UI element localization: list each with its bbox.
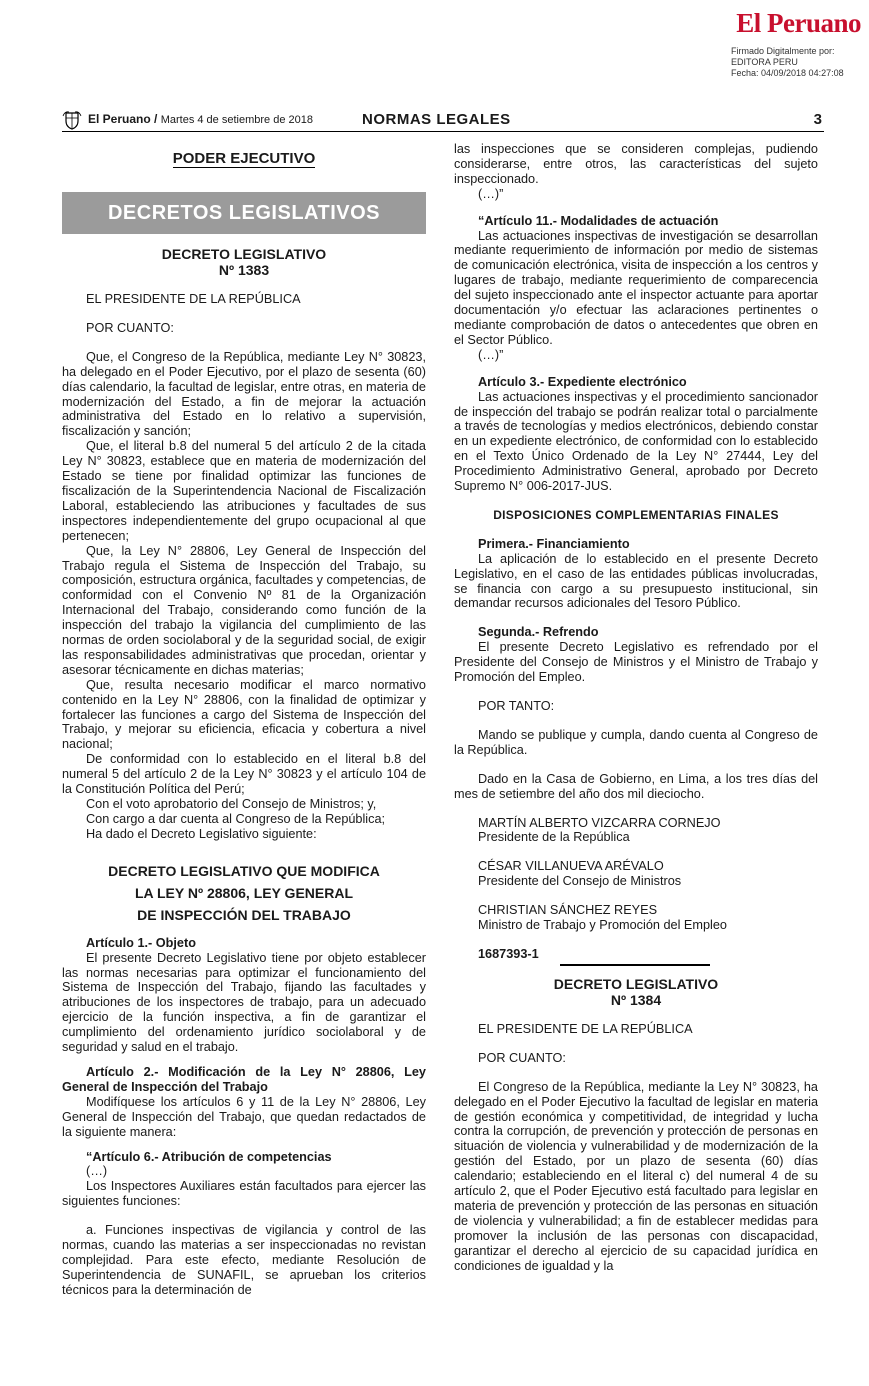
provisions-heading: DISPOSICIONES COMPLEMENTARIAS FINALES: [493, 507, 779, 522]
right-column: [454, 142, 818, 1273]
signatory-role: Presidente del Consejo de Ministros: [478, 874, 682, 889]
whereas-paragraph: Con el voto aprobatorio del Consejo de Ministros; y,: [86, 797, 377, 811]
provision-text: El presente Decreto Legislativo es refrendado por el Presidente del Consejo de Ministros y el Ministro de Trabajo y Promoción del Empleo.: [454, 640, 818, 685]
article-heading: “Artículo 11.- Modalidades de actuación: [478, 213, 719, 228]
digital-signature: [731, 46, 844, 79]
decree-number: Nº 1383: [218, 262, 270, 278]
por-cuanto: POR CUANTO:: [86, 320, 174, 335]
ellipsis: (…): [86, 1164, 108, 1179]
signature-line: EDITORA PERU: [731, 57, 798, 67]
mando-paragraph: Mando se publique y cumpla, dando cuenta al Congreso de la República.: [454, 727, 818, 757]
whereas-paragraph: Que, la Ley N° 28806, Ley General de Inspección del Trabajo regula el Sistema de Inspección del Trabajo, su composición, estructura orgánica, facultades y competencias, de conformidad con el Convenio Nº 81 de la Organización Internacional del Trabajo, considerando como función de la inspección del trabajo la vigilancia del cumplimiento de las normas de orden sociolaboral y de la seguridad social, de exigir las responsabilidades administrativas que procedan, orientar y asesorar técnicamente en dichas materias;: [62, 543, 426, 677]
whereas-paragraph: Que, el Congreso de la República, mediante Ley N° 30823, ha delegado en el Poder Ejecutivo, por el plazo de sesenta (60) días calendario, la facultad de legislar, entre otras, en materia de modernización del Estado, a fin de mejorar la actuación administrativa del Estado en lo relativo a supervisión, fiscalización y sanción;: [62, 349, 426, 439]
article-text: El presente Decreto Legislativo tiene por objeto establecer las normas necesarias para optimizar el funcionamiento del Sistema de Inspección del Trabajo, fijando las facultades y atribuciones de los inspectores de trabajo, para un adecuado ejercicio de la función inspectiva, a fin de garantizar el cumplimiento del ordenamiento jurídico sociolaboral y de seguridad y salud en el trabajo.: [62, 950, 426, 1055]
signatory-name: CHRISTIAN SÁNCHEZ REYES: [478, 903, 658, 918]
modification-title-line: LA LEY Nº 28806, LEY GENERAL: [134, 884, 354, 901]
signatory-role: Presidente de la República: [478, 830, 630, 845]
article-heading: “Artículo 6.- Atribución de competencias: [86, 1149, 332, 1164]
modification-title-line: DECRETO LEGISLATIVO QUE MODIFICA: [108, 862, 380, 879]
ellipsis: (…)”: [478, 186, 504, 201]
signatory-name: MARTÍN ALBERTO VIZCARRA CORNEJO: [478, 815, 721, 830]
separator-rule: [560, 964, 710, 966]
decree-number: Nº 1384: [610, 991, 662, 1008]
branch-heading-text: PODER EJECUTIVO: [172, 150, 316, 167]
provision-heading: Primera.- Financiamiento: [478, 536, 630, 551]
article-text: Las actuaciones inspectivas de investigación se desarrollan mediante requerimiento de información por medio de sistemas de comunicación electrónica, visita de inspección a los centros y lugares de trabajo, mediante requerimiento de comparecencia del sujeto inspeccionado ante el inspector actuante para aportar documentación y/o efectuar las aclaraciones pertinentes o mediante comprobación de datos o antecedentes que obren en el Sector Público.: [454, 228, 818, 347]
signatory-name: CÉSAR VILLANUEVA ARÉVALO: [478, 859, 664, 874]
el-peruano-logo: El Peruano: [736, 8, 861, 38]
article-heading: Artículo 1.- Objeto: [86, 935, 196, 950]
signatory-role: Ministro de Trabajo y Promoción del Empleo: [478, 918, 727, 933]
whereas-paragraph: Que, resulta necesario modificar el marco normativo contenido en la Ley N° 28806, con la finalidad de optimizar y fortalecer las funciones a cargo del Sistema de Inspección del Trabajo, y mejorar su eficiencia, eficacia y cobertura a nivel nacional;: [62, 677, 426, 752]
dado-paragraph: Dado en la Casa de Gobierno, en Lima, a los tres días del mes de setiembre del año dos mil dieciocho.: [454, 771, 818, 801]
article-text: Las actuaciones inspectivas y el procedimiento sancionador de inspección del trabajo se podrán realizar total o parcialmente a través de tecnologías y medios electrónicos, debiendo constar en un expediente electrónico, de conformidad con lo establecido en el Texto Único Ordenado de la Ley N° 27444, Ley del Procedimiento Administrativo General, aprobado por Decreto Supremo N° 006-2017-JUS.: [454, 389, 818, 494]
modification-title: [62, 860, 426, 926]
whereas-paragraph: De conformidad con lo establecido en el literal b.8 del numeral 5 del artículo 2 de la Ley N° 30823 y el artículo 104 de la Constitución Política del Perú;: [62, 752, 426, 797]
decree-title: DECRETO LEGISLATIVO: [161, 246, 327, 262]
branch-heading: [62, 150, 426, 168]
publication-code: 1687393-1: [478, 946, 539, 961]
page-header: [62, 108, 824, 132]
header-paper-name: El Peruano /: [88, 112, 158, 126]
signature-line: Firmado Digitalmente por:: [731, 46, 835, 56]
signature-line: Fecha: 04/09/2018 04:27:08: [731, 68, 844, 78]
article-text: Los Inspectores Auxiliares están facultados para ejercer las siguientes funciones:: [62, 1179, 426, 1209]
president-line: EL PRESIDENTE DE LA REPÚBLICA: [478, 1021, 693, 1036]
provision-heading: Segunda.- Refrendo: [478, 625, 599, 640]
article-heading: Artículo 2.- Modificación de la Ley N° 28806, Ley General de Inspección del Trabajo: [62, 1064, 426, 1094]
section-banner: DECRETOS LEGISLATIVOS: [62, 192, 426, 234]
president-line: EL PRESIDENTE DE LA REPÚBLICA: [86, 292, 301, 306]
por-tanto: POR TANTO:: [478, 699, 555, 713]
ellipsis: (…)”: [478, 347, 504, 362]
page-number: 3: [813, 111, 822, 128]
header-section: NORMAS LEGALES: [362, 111, 511, 128]
provision-text: La aplicación de lo establecido en el presente Decreto Legislativo, en el caso de las entidades públicas involucradas, se financia con cargo a su presupuesto institucional, sin demandar recursos adicionales del Tesoro Público.: [454, 551, 818, 611]
header-paper: [88, 112, 313, 126]
article-text: Modifíquese los artículos 6 y 11 de la Ley N° 28806, Ley General de Inspección del Trabajo, que quedan redactados de la siguiente manera:: [62, 1094, 426, 1139]
article-text: las inspecciones que se consideren complejas, pudiendo considerarse, entre otros, las características del sujeto inspeccionado.: [454, 142, 818, 186]
modification-title-line: DE INSPECCIÓN DEL TRABAJO: [137, 906, 351, 923]
whereas-paragraph: Ha dado el Decreto Legislativo siguiente:: [86, 826, 317, 841]
header-date: Martes 4 de setiembre de 2018: [160, 114, 313, 126]
whereas-paragraph: Que, el literal b.8 del numeral 5 del artículo 2 de la citada Ley N° 30823, establece que en materia de modernización del Estado se tiene por finalidad optimizar las funciones de fiscalización de la Superintendencia Nacional de Fiscalización Laboral, estableciendo las atribuciones y facultades de sus inspectores independientemente del grupo ocupacional al que pertenecen;: [62, 439, 426, 543]
article-text: a. Funciones inspectivas de vigilancia y control de las normas, cuando las materias a ser inspeccionadas no revistan complejidad. Para este efecto, mediante Resolución de Superintendencia de SUNAFIL, se aprueban los criterios técnicos para la determinación de: [62, 1223, 426, 1297]
whereas-paragraph: El Congreso de la República, mediante la Ley N° 30823, ha delegado en el Poder Ejecutivo la facultad de legislar en materia de gestión económica y competitividad, de integridad y lucha contra la corrupción, de prevención y protección de personas en situación de violencia y vulnerabilidad y de modernización de la gestión del Estado, por un plazo de sesenta (60) días calendario; estableciendo en el literal c) del numeral 4 de su artículo 2, que el Poder Ejecutivo está facultado para legislar en materia de prevención y protección de las personas en situación de violencia y vulnerabilidad; a fin de establecer medidas para promover la inclusión de las personas con discapacidad, garantizar el derecho al ejercicio de su capacidad jurídica en condiciones de igualdad y la: [454, 1079, 818, 1273]
left-column: [62, 150, 426, 1298]
article-heading: Artículo 3.- Expediente electrónico: [478, 374, 687, 389]
por-cuanto: POR CUANTO:: [478, 1050, 566, 1065]
whereas-paragraph: Con cargo a dar cuenta al Congreso de la República;: [86, 811, 386, 826]
coat-of-arms-icon: [62, 110, 82, 130]
decree-title: DECRETO LEGISLATIVO: [553, 975, 719, 992]
